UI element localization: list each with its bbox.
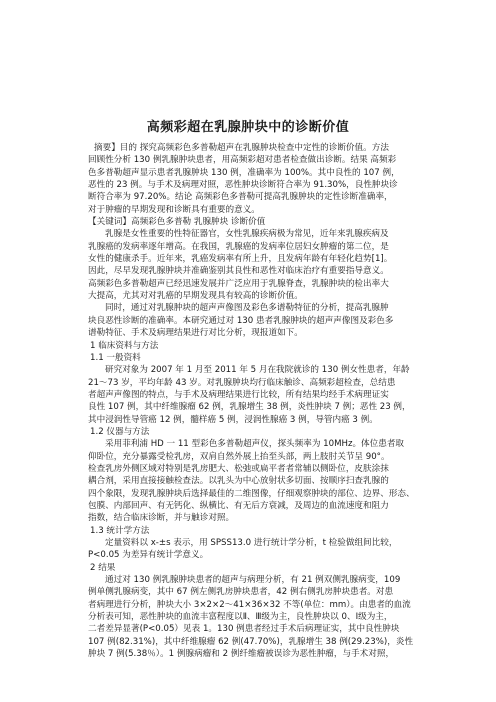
- text-line: 断符合率为 97.20%。结论 高频彩色多普勒可提高乳腺肿块的定性诊断准确率，: [88, 192, 393, 203]
- section-heading: 1 临床资料与方法: [90, 340, 159, 351]
- document-title: 高频彩超在乳腺肿块中的诊断价值: [146, 120, 350, 135]
- text-line: 者病理进行分析，肿块大小 3×2×2～41×36×32 不等(单位：mm）。由患者的血流: [88, 599, 411, 610]
- text-line: 乳腺是女性重要的性特征器官，女性乳腺疾病极为常见，近年来乳腺疾病及: [105, 229, 389, 240]
- text-line: 指数，结合临床诊断，并与触诊对照。: [88, 513, 235, 524]
- text-line: 大提高，尤其对对乳癌的早期发现具有较高的诊断价值。: [88, 291, 303, 302]
- text-line: 因此，尽早发现乳腺肿块并准确鉴别其良性和恶性对临床治疗有重要指导意义。: [88, 266, 389, 277]
- text-line: 107 例(82.31%)，其中纤维腺瘤 62 例(47.70%)，乳腺增生 38 例(29.23%)，炎性: [88, 636, 414, 647]
- text-line: 色多普勒超声显示患者乳腺肿块 130 例，准确率为 100%。其中良性的 107 例，: [88, 167, 400, 178]
- text-line: 摘要】目的 探究高频彩色多普勒超声在乳腺肿块检查中定性的诊断价值。方法: [94, 143, 389, 153]
- text-line: 块良恶性诊断的准确率。本研究通过对 130 患者乳腺肿块的超声声像图及彩色多: [88, 315, 394, 326]
- text-line: 其中浸润性导管癌 12 例，髓样癌 5 例，浸润性腺癌 3 例，导管内癌 3 例。: [88, 414, 378, 425]
- section-heading: 1.2 仪器与方法: [90, 426, 150, 437]
- text-line: 耦合剂，采用直接接触检查法。以乳头为中心放射状多切面、按顺序扫查乳腺的: [88, 476, 389, 487]
- text-line: 定量资料以 x-±s 表示，用 SPSS13.0 进行统计学分析，t 检验做组间比较，: [105, 538, 398, 548]
- text-line: 四个象限，发现乳腺肿块后选择最佳的二维图像，仔细观察肿块的部位、边界、形态、: [88, 488, 415, 499]
- text-line: 二者差异显著(P<0.05）见表 1。130 例患者经过手术后病理证实，其中良性肿块: [88, 624, 400, 635]
- article-body: [88, 142, 418, 660]
- text-line: 同时，通过对乳腺肿块的超声声像图及彩色多谱勒特征的分析，提高乳腺肿: [105, 303, 389, 314]
- text-line: 谱勒特征、手术及病理结果进行对比分析，现报道如下。: [88, 328, 303, 339]
- text-line: 乳腺癌的发病率逐年增高。在我国，乳腺癌的发病率位居妇女肿瘤的第二位，是: [88, 241, 389, 252]
- section-heading: 2 结果: [90, 562, 116, 573]
- section-heading: 1.1 一般资料: [90, 352, 141, 363]
- section-heading: 1.3 统计学方法: [90, 525, 150, 536]
- text-line: 分析表可知，恶性肿块的血流丰富程度以Ⅱ、Ⅲ级为主，良性肿块以 0、Ⅰ级为主，: [88, 612, 393, 623]
- text-line: 良性 107 例，其中纤维腺瘤 62 例，乳腺增生 38 例，炎性肿块 7 例；恶性 23 例，: [88, 402, 411, 413]
- text-line: 检查乳房外侧区域对特别是乳房肥大、松弛或扁平者者常辅以侧卧位，皮肤涂抹: [88, 463, 389, 474]
- text-line: 采用菲利浦 HD 一 11 型彩色多普勒超声仪，探头频率为 10MHz。体位患者取: [105, 439, 405, 450]
- text-line: 恶性的 23 例。与手术及病理对照，恶性肿块诊断符合率为 91.30%，良性肿块诊: [88, 180, 398, 191]
- text-line: 女性的健康杀手。近年来，乳癌发病率有所上升，且发病年龄有年轻化趋势[1]。: [88, 254, 393, 265]
- text-line: 仰卧位，充分暴露受检乳房，双肩自然外展上抬至头部，两上肢肘关节呈 90°。: [88, 451, 390, 462]
- text-line: 【关键词】高频彩色多普勒 乳腺肿块 诊断价值: [88, 217, 266, 228]
- text-line: 者超声声像图的特点，与手术及病理结果进行比较，所有结果均经手术病理证实: [88, 389, 389, 400]
- text-line: 高频彩色多普勒超声已经迅速发展并广泛应用于乳腺脊查，乳腺肿块的检出率大: [88, 278, 389, 289]
- text-line: 研究对象为 2007 年 1 月至 2011 年 5 月在我院就诊的 130 例女性患者，年龄: [105, 365, 410, 376]
- text-line: 21～73 岁，平均年龄 43 岁。对乳腺肿块均行临床触诊、高频彩超检查，总结患: [88, 377, 396, 388]
- text-line: P<0.05 为差异有统计学意义。: [88, 550, 209, 561]
- text-line: 回顾性分析 130 例乳腺肿块患者，用高频彩超对患者检查做出诊断。结果 高频彩: [88, 155, 397, 166]
- text-line: 对于肿瘤的早期发现和诊断具有重要的意义。: [88, 204, 260, 215]
- text-line: 通过对 130 例乳腺肿块患者的超声与病理分析，有 21 例双侧乳腺病变，109: [105, 575, 401, 586]
- text-line: 例单侧乳腺病变，其中 67 例左侧乳房肿块患者，42 例右侧乳房肿块患者。对患: [88, 587, 394, 598]
- text-line: 肿块 7 例(5.38％）。1 例腺病瘤和 2 例纤维瘤被误诊为恶性肿瘤，与手术对照，: [88, 649, 395, 660]
- text-line: 包膜、内部回声、有无钙化、纵横比、有无后方衰减，及周边的血流速度和阻力: [88, 500, 389, 511]
